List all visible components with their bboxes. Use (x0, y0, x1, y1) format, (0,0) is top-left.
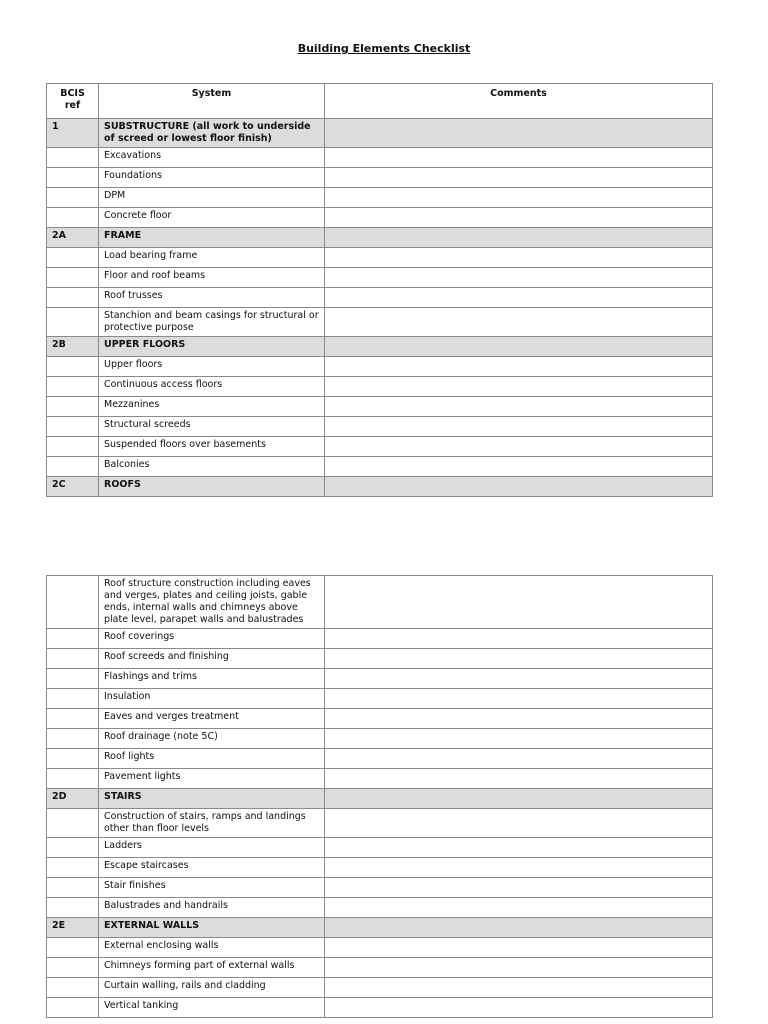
table-row (47, 749, 713, 769)
table-row (47, 978, 713, 998)
system-cell: Curtain walling, rails and cladding (99, 978, 325, 998)
comments-cell[interactable] (325, 749, 713, 769)
comments-cell[interactable] (325, 669, 713, 689)
comments-cell[interactable] (325, 477, 713, 497)
bcis-ref-cell (47, 377, 99, 397)
bcis-ref-cell (47, 749, 99, 769)
system-cell: Roof structure construction including eaves and verges, plates and ceiling joists, gable ends, internal walls and chimneys above plate level, parapet walls and balustrades (99, 576, 325, 629)
bcis-ref-cell (47, 308, 99, 337)
bcis-ref-cell (47, 148, 99, 168)
system-cell: External enclosing walls (99, 938, 325, 958)
bcis-ref-cell (47, 669, 99, 689)
table-row (47, 769, 713, 789)
section-row (47, 228, 713, 248)
system-cell: ROOFS (99, 477, 325, 497)
table-row (47, 437, 713, 457)
bcis-ref-cell (47, 357, 99, 377)
system-cell: EXTERNAL WALLS (99, 918, 325, 938)
system-cell: Roof drainage (note 5C) (99, 729, 325, 749)
comments-cell[interactable] (325, 397, 713, 417)
table-row (47, 729, 713, 749)
system-cell: Excavations (99, 148, 325, 168)
bcis-ref-cell: 2B (47, 337, 99, 357)
bcis-ref-cell (47, 978, 99, 998)
bcis-ref-cell (47, 809, 99, 838)
bcis-ref-cell (47, 188, 99, 208)
comments-cell[interactable] (325, 288, 713, 308)
comments-cell[interactable] (325, 858, 713, 878)
table-row (47, 288, 713, 308)
system-cell: Roof trusses (99, 288, 325, 308)
comments-cell[interactable] (325, 918, 713, 938)
comments-cell[interactable] (325, 268, 713, 288)
comments-cell[interactable] (325, 208, 713, 228)
table-row (47, 576, 713, 629)
bcis-ref-cell (47, 268, 99, 288)
bcis-ref-cell (47, 838, 99, 858)
comments-cell[interactable] (325, 709, 713, 729)
system-cell: Upper floors (99, 357, 325, 377)
bcis-ref-cell (47, 858, 99, 878)
system-cell: FRAME (99, 228, 325, 248)
bcis-ref-cell (47, 629, 99, 649)
table-row (47, 248, 713, 268)
bcis-ref-cell (47, 457, 99, 477)
bcis-ref-cell (47, 288, 99, 308)
checklist-table-top (46, 83, 713, 497)
bcis-ref-cell: 2C (47, 477, 99, 497)
comments-cell[interactable] (325, 357, 713, 377)
bcis-ref-cell (47, 649, 99, 669)
table-row (47, 457, 713, 477)
table-row (47, 357, 713, 377)
table-row (47, 208, 713, 228)
bcis-ref-cell (47, 729, 99, 749)
comments-cell[interactable] (325, 377, 713, 397)
bcis-ref-cell (47, 878, 99, 898)
table-row (47, 689, 713, 709)
table-header-row (47, 84, 713, 119)
comments-cell[interactable] (325, 838, 713, 858)
system-cell: Eaves and verges treatment (99, 709, 325, 729)
system-cell: Ladders (99, 838, 325, 858)
table-row (47, 709, 713, 729)
table-row (47, 669, 713, 689)
bcis-ref-cell (47, 709, 99, 729)
comments-cell[interactable] (325, 898, 713, 918)
comments-cell[interactable] (325, 417, 713, 437)
bcis-ref-cell (47, 998, 99, 1018)
system-cell: Roof lights (99, 749, 325, 769)
system-cell: Load bearing frame (99, 248, 325, 268)
table-row (47, 268, 713, 288)
comments-cell[interactable] (325, 789, 713, 809)
system-cell: Insulation (99, 689, 325, 709)
system-cell: Structural screeds (99, 417, 325, 437)
comments-cell[interactable] (325, 337, 713, 357)
table-row (47, 188, 713, 208)
system-cell: Stair finishes (99, 878, 325, 898)
bcis-ref-cell: 2A (47, 228, 99, 248)
system-cell: Floor and roof beams (99, 268, 325, 288)
table-row (47, 858, 713, 878)
system-cell: Escape staircases (99, 858, 325, 878)
table-row (47, 998, 713, 1018)
system-cell: DPM (99, 188, 325, 208)
table-row (47, 417, 713, 437)
system-cell: Continuous access floors (99, 377, 325, 397)
system-cell: Roof coverings (99, 629, 325, 649)
comments-cell[interactable] (325, 119, 713, 148)
bcis-ref-cell (47, 417, 99, 437)
system-cell: Foundations (99, 168, 325, 188)
table-row (47, 898, 713, 918)
system-cell: Balustrades and handrails (99, 898, 325, 918)
comments-cell[interactable] (325, 769, 713, 789)
table-row (47, 878, 713, 898)
comments-cell[interactable] (325, 188, 713, 208)
comments-cell[interactable] (325, 729, 713, 749)
comments-cell[interactable] (325, 248, 713, 268)
comments-cell[interactable] (325, 168, 713, 188)
system-cell: Pavement lights (99, 769, 325, 789)
table-row (47, 377, 713, 397)
system-cell: Mezzanines (99, 397, 325, 417)
system-cell: Suspended floors over basements (99, 437, 325, 457)
comments-cell[interactable] (325, 437, 713, 457)
comments-cell[interactable] (325, 938, 713, 958)
system-cell: UPPER FLOORS (99, 337, 325, 357)
system-cell: STAIRS (99, 789, 325, 809)
comments-cell[interactable] (325, 228, 713, 248)
bcis-ref-cell (47, 437, 99, 457)
comments-cell[interactable] (325, 958, 713, 978)
table-row (47, 958, 713, 978)
bcis-ref-cell (47, 689, 99, 709)
section-row (47, 477, 713, 497)
table-row (47, 308, 713, 337)
document-title: Building Elements Checklist (297, 42, 471, 55)
header-system: System (99, 84, 325, 119)
bcis-ref-cell (47, 208, 99, 228)
header-comments: Comments (325, 84, 713, 119)
system-cell: Chimneys forming part of external walls (99, 958, 325, 978)
bcis-ref-cell: 2E (47, 918, 99, 938)
table-row (47, 148, 713, 168)
comments-cell[interactable] (325, 689, 713, 709)
bcis-ref-cell (47, 576, 99, 629)
system-cell: SUBSTRUCTURE (all work to underside of screed or lowest floor finish) (99, 119, 325, 148)
bcis-ref-cell (47, 958, 99, 978)
system-cell: Flashings and trims (99, 669, 325, 689)
system-cell: Construction of stairs, ramps and landings other than floor levels (99, 809, 325, 838)
comments-cell[interactable] (325, 878, 713, 898)
bcis-ref-cell (47, 898, 99, 918)
bcis-ref-cell (47, 938, 99, 958)
section-row (47, 918, 713, 938)
table-row (47, 838, 713, 858)
comments-cell[interactable] (325, 457, 713, 477)
table-row (47, 629, 713, 649)
header-bcis-ref: BCIS ref (47, 84, 99, 119)
comments-cell[interactable] (325, 629, 713, 649)
bcis-ref-cell (47, 248, 99, 268)
system-cell: Stanchion and beam casings for structural or protective purpose (99, 308, 325, 337)
table-row (47, 397, 713, 417)
bcis-ref-cell: 2D (47, 789, 99, 809)
system-cell: Concrete floor (99, 208, 325, 228)
comments-cell[interactable] (325, 809, 713, 838)
table-row (47, 809, 713, 838)
bcis-ref-cell (47, 769, 99, 789)
system-cell: Vertical tanking (99, 998, 325, 1018)
table-row (47, 168, 713, 188)
bcis-ref-cell (47, 397, 99, 417)
comments-cell[interactable] (325, 308, 713, 337)
system-cell: Balconies (99, 457, 325, 477)
table-row (47, 938, 713, 958)
bcis-ref-cell: 1 (47, 119, 99, 148)
section-row (47, 337, 713, 357)
comments-cell[interactable] (325, 649, 713, 669)
checklist-table-continued (46, 575, 713, 1018)
comments-cell[interactable] (325, 148, 713, 168)
section-row (47, 789, 713, 809)
comments-cell[interactable] (325, 998, 713, 1018)
comments-cell[interactable] (325, 576, 713, 629)
system-cell: Roof screeds and finishing (99, 649, 325, 669)
section-row (47, 119, 713, 148)
table-row (47, 649, 713, 669)
bcis-ref-cell (47, 168, 99, 188)
comments-cell[interactable] (325, 978, 713, 998)
